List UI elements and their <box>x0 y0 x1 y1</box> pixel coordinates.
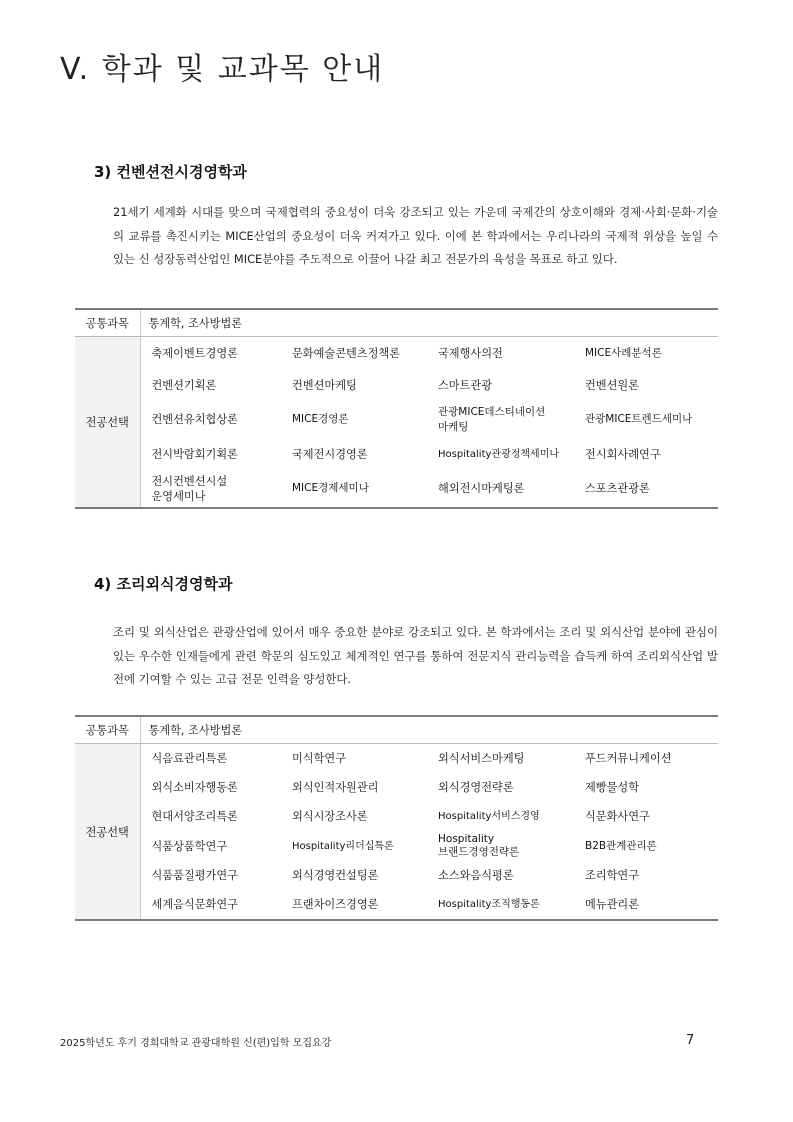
footer-text: 2025학년도 후기 경희대학교 관광대학원 신(편)입학 모집요강 <box>60 1038 332 1049</box>
course-cell: 외식경영컨설팅론 <box>292 869 379 882</box>
course-cell: 미식학연구 <box>292 752 347 765</box>
common-courses-row <box>75 716 718 744</box>
course-cell: 해외전시마케팅론 <box>434 470 581 508</box>
page-title: V. 학과 및 교과목 안내 <box>60 52 385 87</box>
course-cell: 외식인적자원관리 <box>292 781 379 794</box>
course-cell: Hospitality서비스경영 <box>438 811 540 822</box>
course-cell: 푸드커뮤니케이션 <box>585 752 672 765</box>
course-cell: 식문화사연구 <box>585 810 650 823</box>
course-cell: 외식소비자행동론 <box>151 781 238 794</box>
course-cell: 외식서비스마케팅 <box>438 752 525 765</box>
course-cell: 스마트관광 <box>438 378 493 392</box>
common-courses-label: 공통과목 <box>75 716 140 744</box>
table-row <box>75 369 718 401</box>
course-cell: 컨벤션마케팅 <box>292 378 357 392</box>
course-cell: B2B관계관리론 <box>585 839 657 852</box>
table-row <box>75 401 718 438</box>
course-cell: 컨벤션기획론 <box>151 378 217 392</box>
course-cell: 전시컨벤션시설 운영세미나 <box>140 470 292 508</box>
course-cell: Hospitality리더십특론 <box>292 840 394 852</box>
course-cell: 전시회사례연구 <box>585 447 661 461</box>
table-row <box>75 337 718 370</box>
table-row <box>75 773 718 802</box>
table-row <box>75 861 718 890</box>
course-cell: 관광MICE데스티네이션 마케팅 <box>438 405 546 433</box>
course-cell: MICE사례분석론 <box>585 346 662 359</box>
table-row <box>75 744 718 774</box>
course-cell: 국제전시경영론 <box>292 447 368 461</box>
elective-courses-label: 전공선택 <box>75 337 140 509</box>
curriculum-table-culinary <box>75 715 718 921</box>
course-cell: 세계음식문화연구 <box>140 890 292 920</box>
section-description-culinary: 조리 및 외식산업은 관광산업에 있어서 매우 중요한 분야로 강조되고 있다. 본 학과에서는 조리 및 외식산업 분야에 관심이 있는 우수한 인재들에게 관련 학문의 심도있고 체계적인 연구를 통하여 전문지식 관리능력을 습득케 하여 조리외식산업 발전에 기여할 수 있는 고급 전문 인력을 양성한다. <box>113 625 718 686</box>
course-cell: MICE경영론 <box>292 413 349 425</box>
course-cell: 컨벤션원론 <box>585 378 640 392</box>
course-cell: 조리학연구 <box>585 869 640 882</box>
common-courses-label: 공통과목 <box>75 309 140 337</box>
curriculum-table-convention <box>75 308 718 509</box>
course-cell: 식품상품학연구 <box>151 839 228 853</box>
course-cell: 외식경영전략론 <box>438 781 514 794</box>
course-cell: 외식시장조사론 <box>292 810 368 823</box>
page-number: 7 <box>686 1033 695 1048</box>
section-heading-convention: 3) 컨벤션전시경영학과 <box>94 163 247 181</box>
common-courses-value: 통계학, 조사방법론 <box>140 309 718 337</box>
course-cell: 현대서양조리특론 <box>151 810 238 823</box>
course-cell: Hospitality 브랜드경영전략론 <box>438 833 520 858</box>
section-heading-culinary: 4) 조리외식경영학과 <box>94 575 233 593</box>
course-cell: 제빵물성학 <box>585 781 640 794</box>
course-cell: 국제행사의전 <box>438 346 503 360</box>
course-cell: 전시박람회기획론 <box>151 447 238 461</box>
course-cell: 축제이벤트경영론 <box>151 346 238 360</box>
course-cell: 관광MICE트렌드세미나 <box>585 413 693 425</box>
table-row <box>75 831 718 861</box>
course-cell: Hospitality조직행동론 <box>434 890 581 920</box>
course-cell: 문화예술콘텐츠정책론 <box>292 346 401 360</box>
common-courses-value: 통계학, 조사방법론 <box>140 716 718 744</box>
course-cell: 컨벤션유치협상론 <box>151 413 238 426</box>
table-row <box>75 802 718 831</box>
table-row <box>75 438 718 470</box>
table-row <box>75 470 718 508</box>
table-row <box>75 890 718 920</box>
common-courses-row <box>75 309 718 337</box>
course-cell: 소스와음식평론 <box>438 869 514 882</box>
course-cell: 식음료관리특론 <box>151 752 228 765</box>
elective-courses-label: 전공선택 <box>75 744 140 921</box>
section-description-convention: 21세기 세계화 시대를 맞으며 국제협력의 중요성이 더욱 강조되고 있는 가운데 국제간의 상호이해와 경제·사회·문화·기술의 교류를 촉진시키는 MICE산업의 중요성이 더욱 커져가고 있다. 이에 본 학과에서는 우리나라의 국제적 위상을 높일 수 있는 신 성장동력산업인 MICE분야를 주도적으로 이끌어 나갈 최고 전문가의 육성을 목표로 하고 있다. <box>113 205 718 266</box>
course-cell: 메뉴관리론 <box>581 890 718 920</box>
course-cell: 식품품질평가연구 <box>151 869 238 882</box>
course-cell: MICE경제세미나 <box>292 470 434 508</box>
course-cell: Hospitality관광정책세미나 <box>438 448 560 460</box>
course-cell: 스포츠관광론 <box>581 470 718 508</box>
course-cell: 프랜차이즈경영론 <box>292 890 434 920</box>
